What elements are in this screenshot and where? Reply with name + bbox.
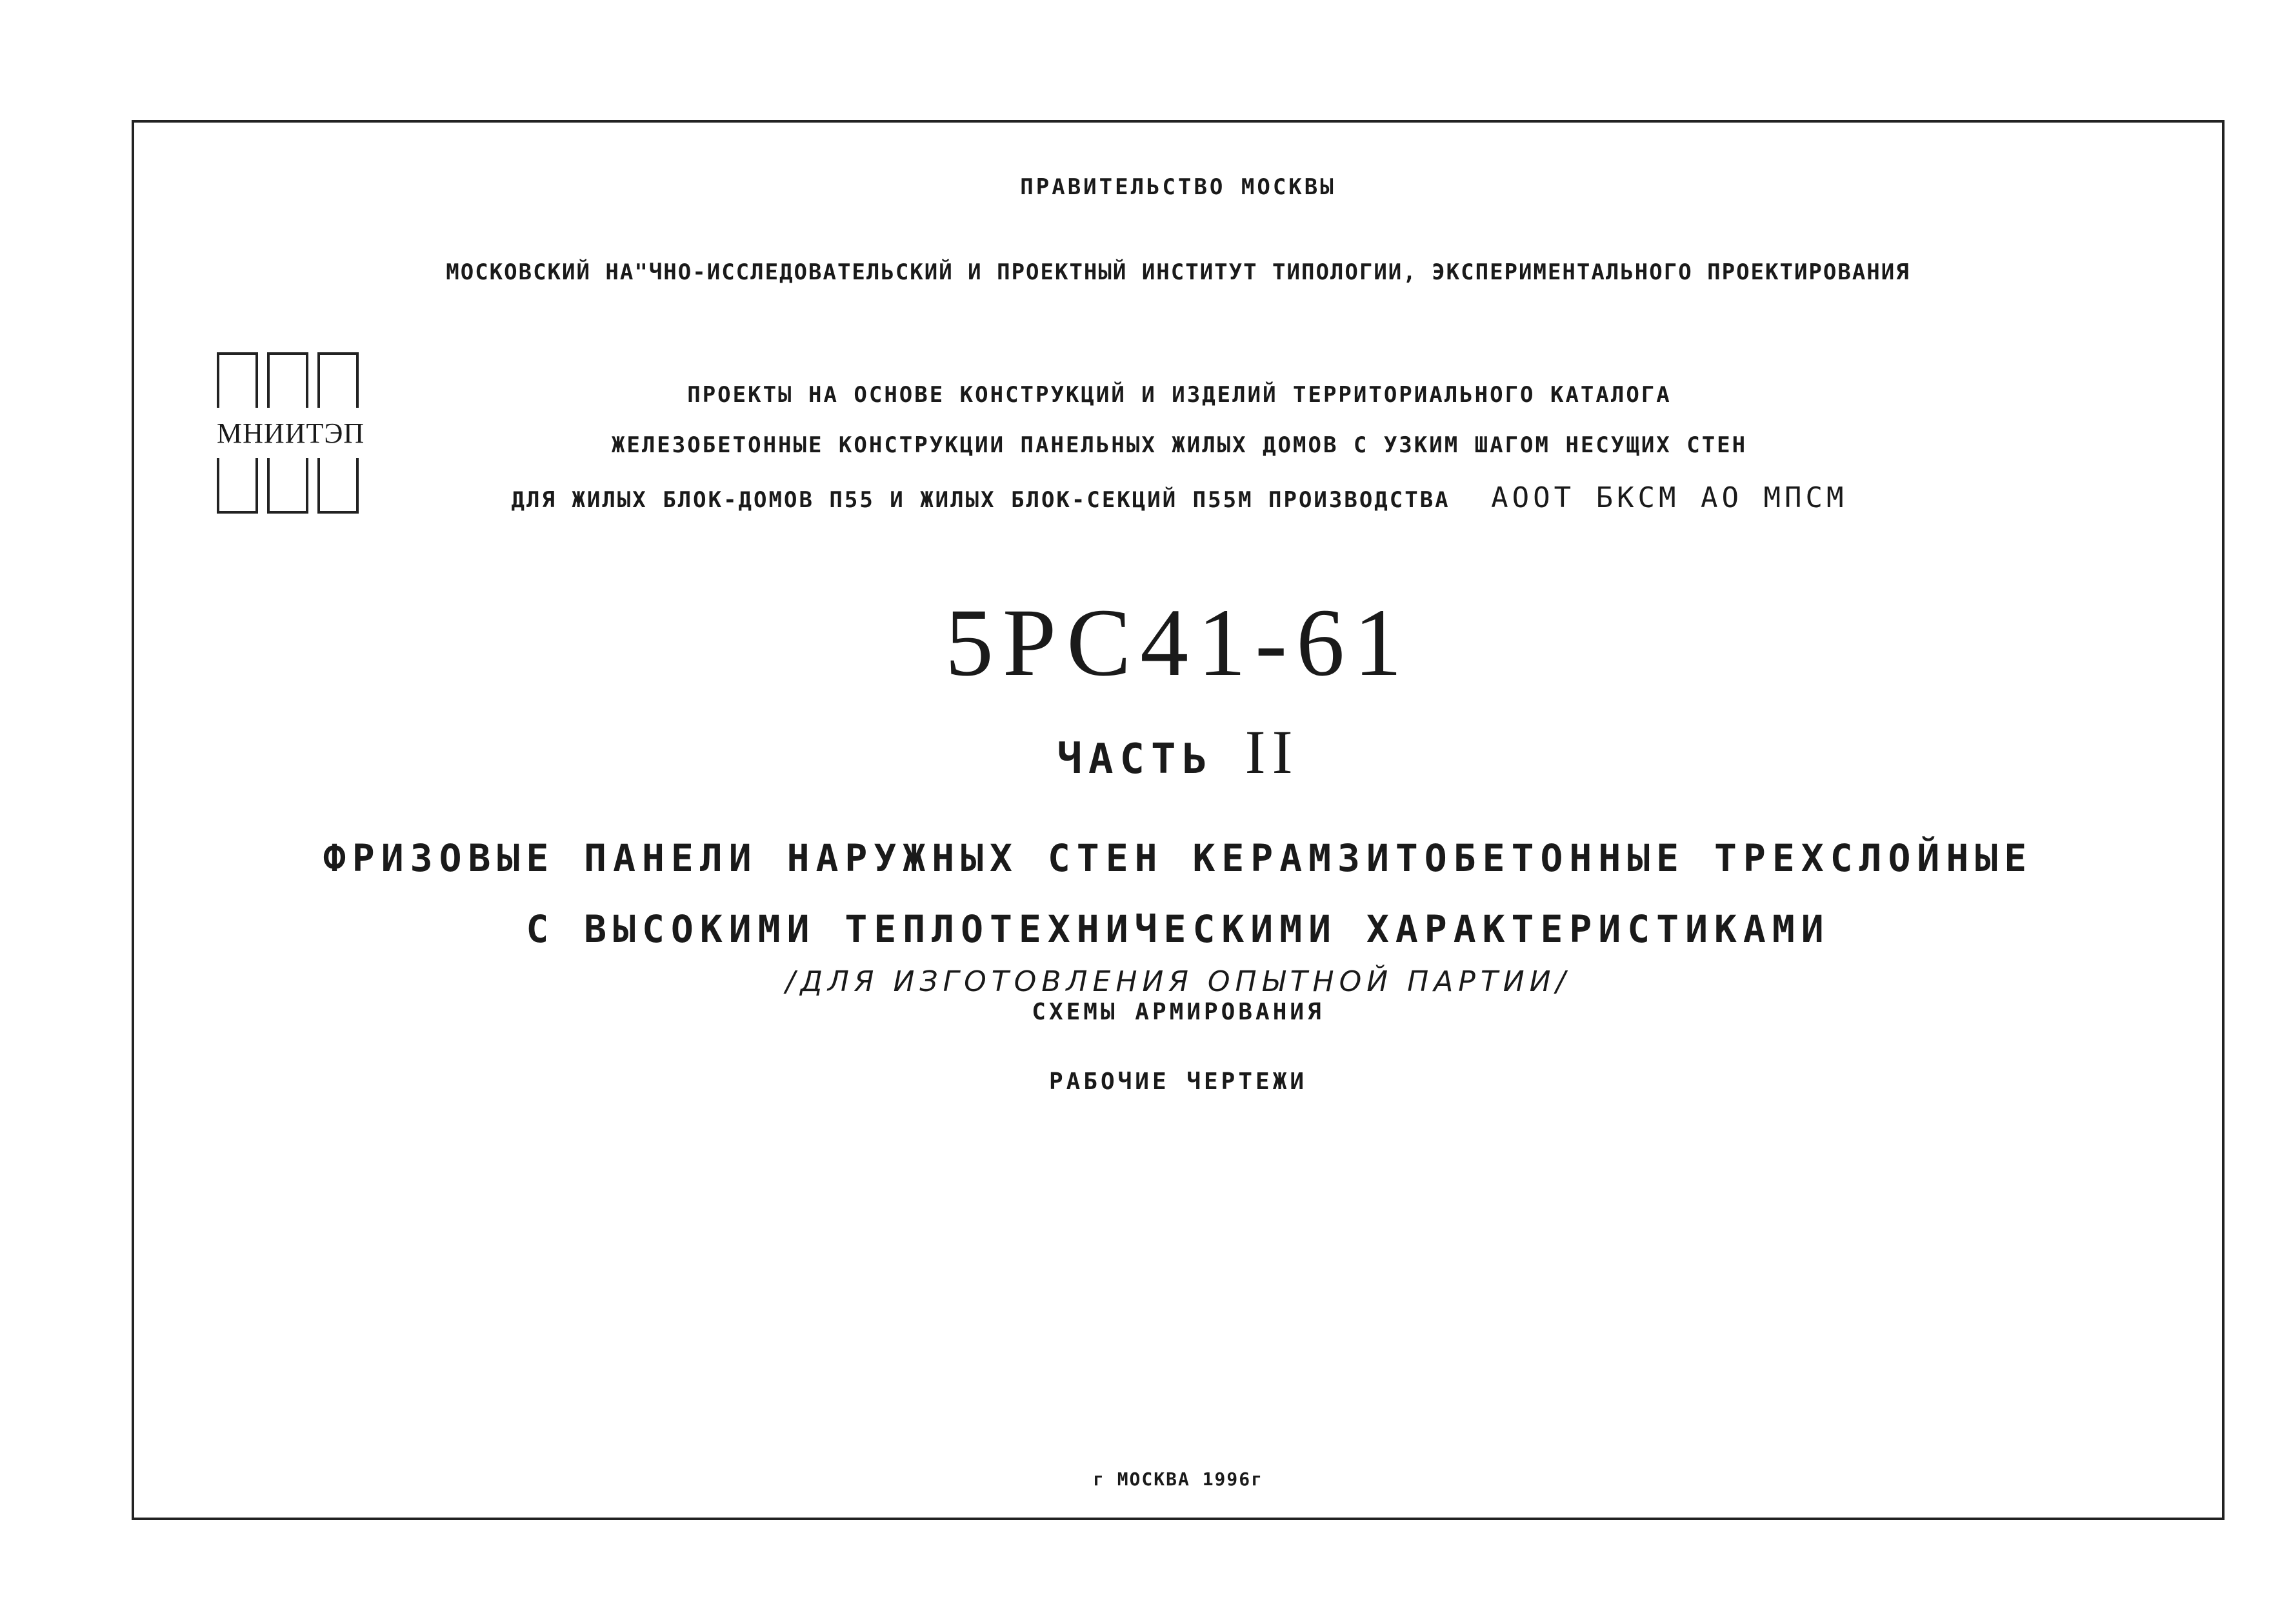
part-heading [134,716,2222,788]
logo-square [267,458,308,514]
document-title-line-1: ФРИЗОВЫЕ ПАНЕЛИ НАРУЖНЫХ СТЕН КЕРАМЗИТОБЕТОННЫЕ ТРЕХСЛОЙНЫЕ [323,836,2034,880]
project-line-2: ЖЕЛЕЗОБЕТОННЫЕ КОНСТРУКЦИИ ПАНЕЛЬНЫХ ЖИЛЫХ ДОМОВ С УЗКИМ ШАГОМ НЕСУЩИХ СТЕН [611,432,1748,458]
institute-name: МОСКОВСКИЙ НА"ЧНО-ИССЛЕДОВАТЕЛЬСКИЙ И ПРОЕКТНЫЙ ИНСТИТУТ ТИПОЛОГИИ, ЭКСПЕРИМЕНТАЛЬНОГО ПРОЕКТИРОВАНИЯ [446,259,1910,285]
logo-label: МНИИТЭП [217,417,365,449]
part-number: II [1245,717,1299,787]
document-title-line-2: С ВЫСОКИМИ ТЕПЛОТЕХНИЧЕСКИМИ ХАРАКТЕРИСТИКАМИ [526,907,1830,951]
logo-square [217,458,258,514]
project-line-1: ПРОЕКТЫ НА ОСНОВЕ КОНСТРУКЦИЙ И ИЗДЕЛИЙ ТЕРРИТОРИАЛЬНОГО КАТАЛОГА [687,382,1672,408]
logo-square [267,352,308,408]
document-stage: РАБОЧИЕ ЧЕРТЕЖИ [1048,1068,1308,1095]
manufacturer-org: АООТ БКСМ АО МПСМ [1491,481,1848,514]
document-subtitle: СХЕМЫ АРМИРОВАНИЯ [1032,999,1325,1025]
title-sheet-frame [132,120,2225,1520]
government-name: ПРАВИТЕЛЬСТВО МОСКВЫ [1020,174,1336,200]
part-word: ЧАСТЬ [1057,736,1214,783]
project-line-3 [308,481,2050,514]
city-year: г МОСКВА 1996г [1092,1469,1263,1490]
project-line-3-text: ДЛЯ ЖИЛЫХ БЛОК-ДОМОВ П55 И ЖИЛЫХ БЛОК-СЕКЦИЙ П55М ПРОИЗВОДСТВА [511,487,1450,513]
document-code: 5РС41-61 [945,589,1412,696]
handwritten-note: /ДЛЯ ИЗГОТОВЛЕНИЯ ОПЫТНОЙ ПАРТИИ/ [785,965,1571,998]
logo-square [217,352,258,408]
